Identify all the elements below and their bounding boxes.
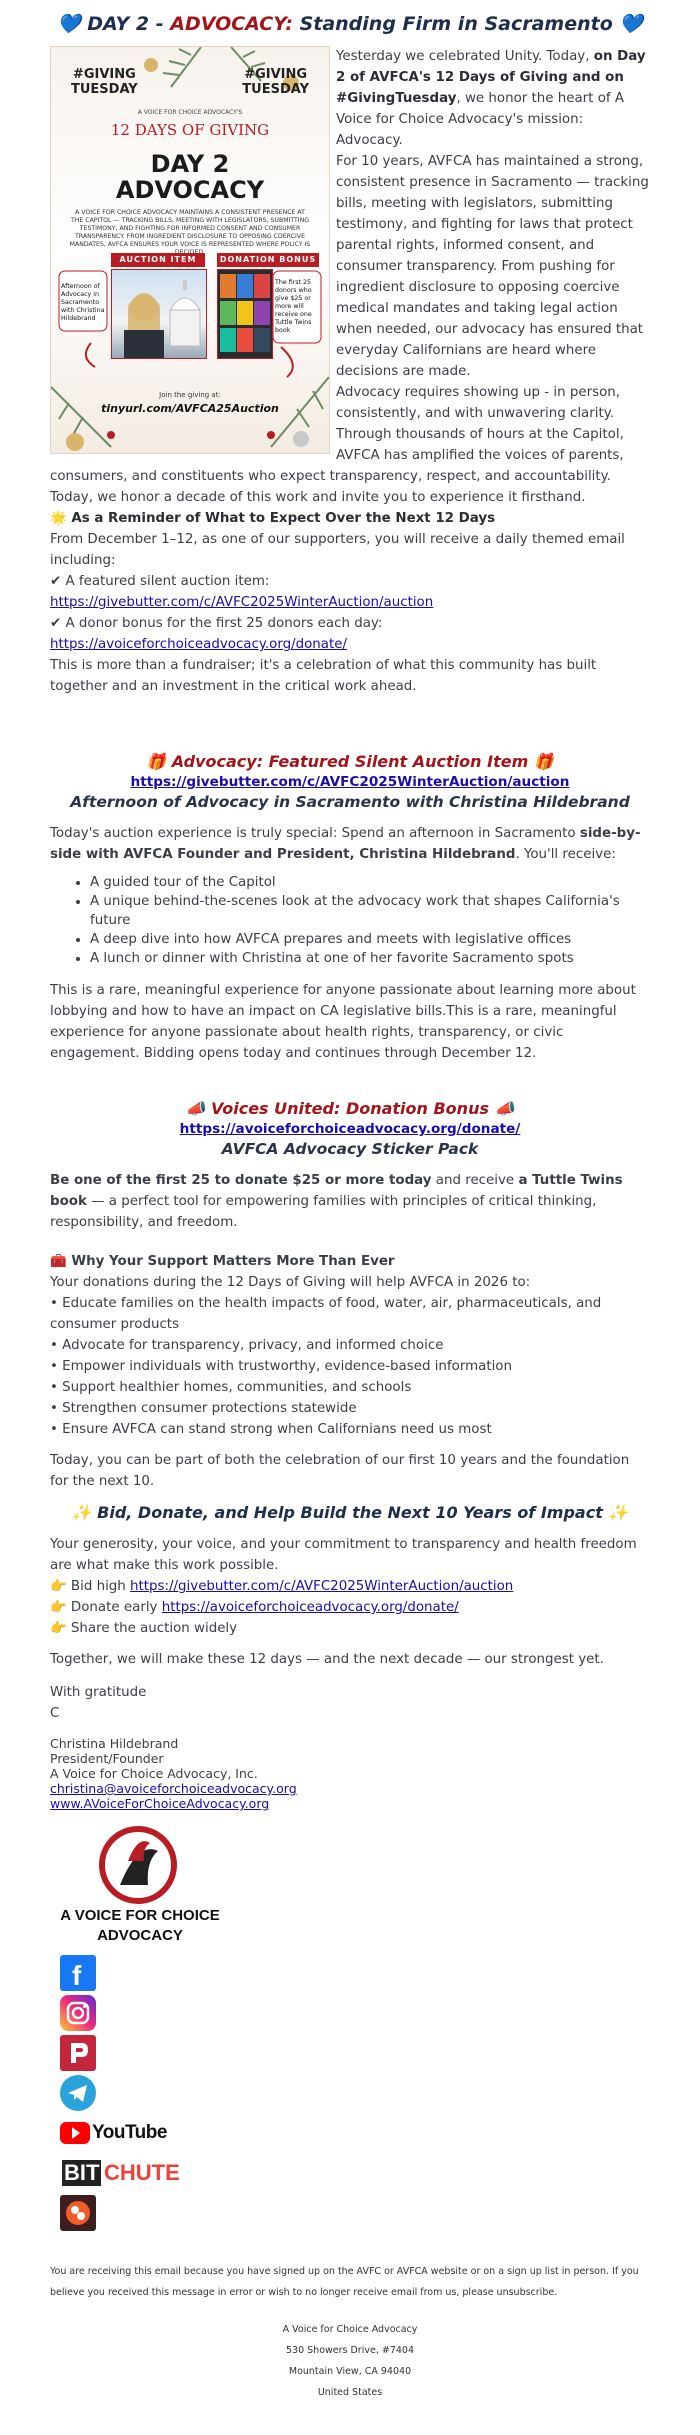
title-prefix: 💙 DAY 2 - (56, 13, 171, 35)
why-bullet: • Educate families on the health impacts of food, water, air, pharmaceuticals, and consumer products (50, 1296, 602, 1332)
why-bullet: • Support healthier homes, communities, and schools (50, 1380, 412, 1395)
auction-heading: 🎁 Advocacy: Featured Silent Auction Item 🎁 (146, 752, 554, 771)
donation-heading: 📣 Voices United: Donation Bonus 📣 (185, 1099, 515, 1118)
intro-section (50, 46, 650, 697)
bitchute-wordmark-a: BIT (64, 2160, 100, 2185)
check-item-donate: ✔ A donor bonus for the first 25 donors each day: https://avoiceforchoiceadvocacy.org/donate/ (50, 616, 383, 652)
giving-tuesday-tag-right: #GIVING TUESDAY (242, 67, 309, 97)
intro-closing: This is more than a fundraiser; it's a celebration of what this community has built together and an investment in the critical work ahead. (50, 658, 597, 694)
title-red: ADVOCACY: (170, 13, 293, 35)
logo-line-1: A VOICE FOR CHOICE (60, 1907, 220, 1924)
donation-paragraph: Be one of the first 25 to donate $25 or more today and receive a Tuttle Twins book — a perfect tool for empowering families with principles of critical thinking, responsibility, and freedom. (50, 1173, 623, 1230)
youtube-icon[interactable] (60, 2115, 170, 2151)
donation-subheading: AVFCA Advocacy Sticker Pack (221, 1140, 479, 1158)
logo-line-2: ADVOCACY (97, 1927, 183, 1944)
donate-link[interactable]: https://avoiceforchoiceadvocacy.org/donate/ (50, 637, 348, 652)
telegram-icon[interactable] (60, 2075, 96, 2111)
book-covers-image (217, 269, 273, 359)
footer-org: A Voice for Choice Advocacy (282, 2324, 418, 2335)
reminder-paragraph: From December 1–12, as one of our supporters, you will receive a daily themed email including: (50, 532, 625, 568)
bitchute-icon[interactable] (60, 2155, 200, 2191)
signature-block (50, 1682, 650, 1811)
auction-caption: Afternoon of Advocacy in Sacramento with Christina Hildebrand (61, 283, 105, 322)
hero-big-title: DAY 2 ADVOCACY (115, 150, 265, 204)
giving-tuesday-tag-left: #GIVING TUESDAY (71, 67, 138, 97)
email-footer (50, 2261, 650, 2403)
auction-subheading: Afternoon of Advocacy in Sacramento with Christina Hildebrand (70, 793, 630, 811)
footer-notice: You are receiving this email because you have signed up on the AVFC or AVFCA website or on a sign up list in person. If you believe you received this message in error or wish to no longer receive email from us, please unsubscribe. (50, 2266, 639, 2298)
intro-paragraph-2: For 10 years, AVFCA has maintained a strong, consistent presence in Sacramento — tracking bills, meeting with legislators, submitting testimony, and fighting for laws that protect parental rights, informed consent, and consumer transparency. From pushing for ingredient disclosure to opposing coercive medical mandates and taking legal action when needed, our advocacy has ensured that everyday Californians are heard where decisions are made. (336, 154, 649, 379)
capitol-person-illustration (112, 270, 206, 358)
why-closing: Today, you can be part of both the celebration of our first 10 years and the foundation for the next 10. (50, 1453, 630, 1489)
facebook-icon[interactable] (60, 1955, 96, 1991)
footer-address-1: 530 Showers Drive, #7404 (285, 2345, 414, 2356)
parler-icon[interactable] (60, 2035, 96, 2071)
donation-section (50, 1098, 650, 1233)
signature-org: A Voice for Choice Advocacy, Inc. (50, 1766, 258, 1781)
donation-bonus-label: DONATION BONUS (217, 253, 319, 267)
bid-item-3: 👉 Share the auction widely (50, 1621, 238, 1636)
why-lead: Your donations during the 12 Days of Giving will help AVFCA in 2026 to: (50, 1275, 531, 1290)
auction-heading-link[interactable]: https://givebutter.com/c/AVFC2025WinterAuction/auction (130, 774, 570, 790)
gratitude-text: With gratitude (50, 1685, 147, 1700)
auction-item-label: AUCTION ITEM (111, 253, 205, 267)
youtube-wordmark: YouTube (92, 2122, 167, 2143)
bid-auction-link[interactable]: https://givebutter.com/c/AVFC2025WinterAuction/auction (130, 1579, 514, 1594)
signature-initial: C (50, 1706, 60, 1721)
auction-link[interactable]: https://givebutter.com/c/AVFC2025WinterAuction/auction (50, 595, 434, 610)
hero-join-text: Join the giving at: (159, 391, 221, 399)
hero-org-line: A VOICE FOR CHOICE ADVOCACY'S (137, 109, 243, 116)
instagram-icon[interactable] (60, 1995, 96, 2031)
why-heading: 🧰 Why Your Support Matters More Than Ever (50, 1254, 395, 1269)
hero-description: A VOICE FOR CHOICE ADVOCACY MAINTAINS A CONSISTENT PRESENCE AT THE CAPITOL — TRACKING BILLS, MEETING WITH LEGISLATORS, SUBMITTING TESTIMONY, AND FIGHTING FOR INFORMED CONSENT AND CONSUMER TRANSPARENCY. FROM INGREDIENT DISCLOSURE TO OPPOSING COERCIVE MANDATES, AVFCA ENSURES YOUR VOICE IS REPRESENTED WHERE POLICY IS (69, 209, 311, 248)
avfca-logo (50, 1821, 250, 1949)
books-illustration (218, 270, 272, 358)
list-item: • A deep dive into how AVFCA prepares and meets with legislative offices (90, 930, 650, 949)
bid-section (50, 1502, 650, 1670)
together-paragraph: Together, we will make these 12 days — and the next decade — our strongest yet. (50, 1652, 604, 1667)
intro-paragraph-1: Yesterday we celebrated Unity. Today, on Day 2 of AVFCA's 12 Days of Giving and on #GivingTuesday, we honor the heart of A Voice for Choice Advocacy's mission: Advocacy. (336, 49, 646, 148)
footer-address-2: Mountain View, CA 94040 (288, 2366, 412, 2377)
auction-section (50, 751, 650, 1064)
reminder-heading: 🌟 As a Reminder of What to Expect Over the Next 12 Days (50, 511, 496, 526)
page-title (50, 12, 650, 36)
hero-url: tinyurl.com/AVFCA25Auction (101, 402, 279, 415)
list-item: • A guided tour of the Capitol (90, 873, 650, 892)
email-link[interactable]: christina@avoiceforchoiceadvocacy.org (50, 1781, 297, 1796)
footer-country: United States (317, 2387, 383, 2398)
hero-days-line: 12 DAYS OF GIVING (110, 121, 270, 139)
donation-heading-link[interactable]: https://avoiceforchoiceadvocacy.org/donate/ (179, 1121, 521, 1137)
why-bullet: • Empower individuals with trustworthy, evidence-based information (50, 1359, 512, 1374)
intro-paragraph-3: Advocacy requires showing up - in person, consistently, and with unwavering clarity. Through thousands of hours at the Capitol, AVFCA has amplified the voices of parents, consumers, and constituents who expect transparency, respect, and accountability. Today, we honor a decade of this work and invite you to experience it firsthand. (50, 385, 624, 505)
auction-benefits-list (50, 873, 650, 968)
signature-name: Christina Hildebrand (50, 1736, 179, 1751)
svg-text:f: f (72, 1960, 82, 1991)
logo-emblem (50, 1821, 250, 1907)
list-item: • A lunch or dinner with Christina at one of her favorite Sacramento spots (90, 949, 650, 968)
bid-donate-link[interactable]: https://avoiceforchoiceadvocacy.org/donate/ (161, 1600, 459, 1615)
why-bullet: • Strengthen consumer protections statewide (50, 1401, 357, 1416)
why-bullet: • Ensure AVFCA can stand strong when Californians need us most (50, 1422, 492, 1437)
bid-item-1: 👉 Bid high https://givebutter.com/c/AVFC2025WinterAuction/auction (50, 1579, 514, 1594)
bid-item-2: 👉 Donate early https://avoiceforchoiceadvocacy.org/donate/ (50, 1600, 459, 1615)
email-body (50, 12, 650, 2403)
why-section (50, 1251, 650, 1492)
auction-paragraph-1: Today's auction experience is truly special: Spend an afternoon in Sacramento side-by-side with AVFCA Founder and President, Christina Hildebrand. You'll receive: (50, 826, 641, 862)
auction-paragraph-2: This is a rare, meaningful experience for anyone passionate about learning more about lobbying and how to have an impact on CA legislative bills.This is a rare, meaningful experience for anyone passionate about health rights, transparency, or civic engagement. Bidding opens today and continues through December 12. (50, 983, 636, 1061)
website-link[interactable]: www.AVoiceForChoiceAdvocacy.org (50, 1796, 270, 1811)
signature-title: President/Founder (50, 1751, 164, 1766)
hero-image (50, 46, 330, 454)
bitchute-wordmark-b: CHUTE (104, 2160, 180, 2185)
donation-caption: The first 25 donors who give $25 or more will receive one Tuttle Twins book (275, 279, 312, 334)
gab-icon[interactable] (60, 2195, 96, 2231)
title-suffix: Standing Firm in Sacramento 💙 (292, 13, 644, 35)
social-links (50, 1955, 650, 2231)
bid-paragraph: Your generosity, your voice, and your commitment to transparency and health freedom are what make this work possible. (50, 1537, 637, 1573)
auction-item-photo (111, 269, 207, 359)
check-item-auction: ✔ A featured silent auction item: https://givebutter.com/c/AVFC2025WinterAuction/auction (50, 574, 434, 610)
list-item: • A unique behind-the-scenes look at the advocacy work that shapes California's future (90, 892, 650, 930)
why-bullet: • Advocate for transparency, privacy, and informed choice (50, 1338, 444, 1353)
bid-heading: ✨ Bid, Donate, and Help Build the Next 10 Years of Impact ✨ (71, 1503, 629, 1522)
